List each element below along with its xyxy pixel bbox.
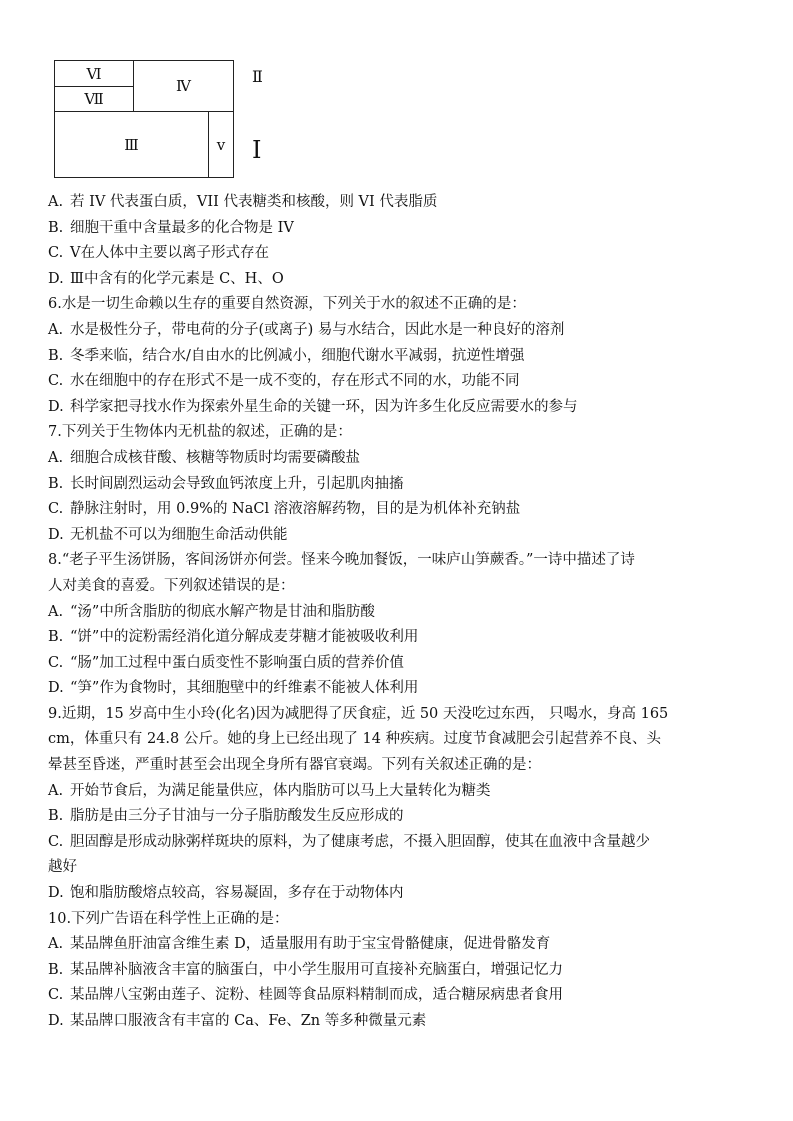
q5-option-d: D. Ⅲ中含有的化学元素是 C、H、O: [48, 270, 284, 287]
q8-stem-line-1: 8.“老子平生汤饼肠，客间汤饼亦何尝。怪来今晚加餐饭，一味庐山笋蕨香。”一诗中描述了诗: [48, 552, 635, 569]
q8-option-a: A. “汤”中所含脂肪的彻底水解产物是甘油和脂肪酸: [48, 603, 375, 620]
q9-option-b: B. 脂肪是由三分子甘油与一分子脂肪酸发生反应形成的: [48, 808, 404, 825]
q9-option-d: D. 饱和脂肪酸熔点较高，容易凝固，多存在于动物体内: [48, 885, 404, 902]
q7-option-a: A. 细胞合成核苷酸、核糖等物质时均需要磷酸盐: [48, 449, 360, 466]
diagram-label-i: Ⅰ: [252, 136, 262, 164]
q8-option-b: B. “饼”中的淀粉需经消化道分解成麦芽糖才能被吸收利用: [48, 629, 419, 646]
diagram-cell-vi: Ⅵ: [54, 60, 134, 87]
question-content: [48, 190, 748, 1035]
q6-option-a: A. 水是极性分子，带电荷的分子(或离子) 易与水结合，因此水是一种良好的溶剂: [48, 321, 565, 338]
q9-stem-line-2: cm，体重只有 24.8 公斤。她的身上已经出现了 14 种疾病。过度节食减肥会引起营养不良、头: [48, 731, 662, 748]
diagram-cell-iv: Ⅳ: [133, 60, 234, 112]
q9-stem-line-1: 9.近期，15 岁高中生小玲(化名)因为减肥得了厌食症，近 50 天没吃过东西， 只喝水，身高 165: [48, 705, 669, 722]
diagram-label-ii: Ⅱ: [252, 67, 263, 86]
q9-option-c-continued: 越好: [48, 859, 77, 876]
q5-option-a: A. 若 IV 代表蛋白质，VII 代表糖类和核酸，则 VI 代表脂质: [48, 194, 438, 210]
compound-diagram: [54, 60, 234, 178]
q9-option-a: A. 开始节食后，为满足能量供应，体内脂肪可以马上大量转化为糖类: [48, 782, 491, 799]
q6-option-b: B. 冬季来临，结合水/自由水的比例减小，细胞代谢水平减弱，抗逆性增强: [48, 347, 525, 364]
q7-option-c: C. 静脉注射时，用 0.9%的 NaCl 溶液溶解药物，目的是为机体补充钠盐: [48, 501, 521, 518]
q10-option-a: A. 某品牌鱼肝油富含维生素 D，适量服用有助于宝宝骨骼健康，促进骨骼发育: [48, 936, 551, 953]
q8-option-d: D. “笋”作为食物时，其细胞壁中的纤维素不能被人体利用: [48, 680, 419, 697]
q10-option-d: D. 某品牌口服液含有丰富的 Ca、Fe、Zn 等多种微量元素: [48, 1013, 427, 1029]
diagram-cell-v: v: [208, 111, 234, 178]
q8-stem-line-2: 人对美食的喜爱。下列叙述错误的是：: [48, 577, 295, 594]
q9-option-c: C. 胆固醇是形成动脉粥样斑块的原料，为了健康考虑，不摄入胆固醇，使其在血液中含量越少: [48, 833, 650, 850]
q7-option-b: B. 长时间剧烈运动会导致血钙浓度上升，引起肌肉抽搐: [48, 475, 404, 492]
q10-option-c: C. 某品牌八宝粥由莲子、淀粉、桂圆等食品原料精制而成，适合糖尿病患者食用: [48, 987, 563, 1004]
q10-option-b: B. 某品牌补脑液含丰富的脑蛋白，中小学生服用可直接补充脑蛋白，增强记忆力: [48, 961, 563, 978]
q7-option-d: D. 无机盐不可以为细胞生命活动供能: [48, 526, 288, 543]
q8-option-c: C. “肠”加工过程中蛋白质变性不影响蛋白质的营养价值: [48, 654, 404, 671]
q10-stem: 10.下列广告语在科学性上正确的是：: [48, 910, 289, 927]
q6-option-c: C. 水在细胞中的存在形式不是一成不变的，存在形式不同的水，功能不同: [48, 373, 520, 390]
diagram-cell-iii: Ⅲ: [54, 111, 209, 178]
q5-option-b: B. 细胞干重中含量最多的化合物是 IV: [48, 219, 294, 236]
q6-stem: 6.水是一切生命赖以生存的重要自然资源，下列关于水的叙述不正确的是：: [48, 296, 526, 313]
q6-option-d: D. 科学家把寻找水作为探索外星生命的关键一环，因为许多生化反应需要水的参与: [48, 398, 578, 415]
q9-stem-line-3: 晕甚至昏迷，严重时甚至会出现全身所有器官衰竭。下列有关叙述正确的是：: [48, 757, 541, 774]
diagram-cell-vii: Ⅶ: [54, 86, 134, 112]
q7-stem: 7.下列关于生物体内无机盐的叙述，正确的是：: [48, 424, 352, 441]
q5-option-c: C. V在人体中主要以离子形式存在: [48, 245, 269, 262]
